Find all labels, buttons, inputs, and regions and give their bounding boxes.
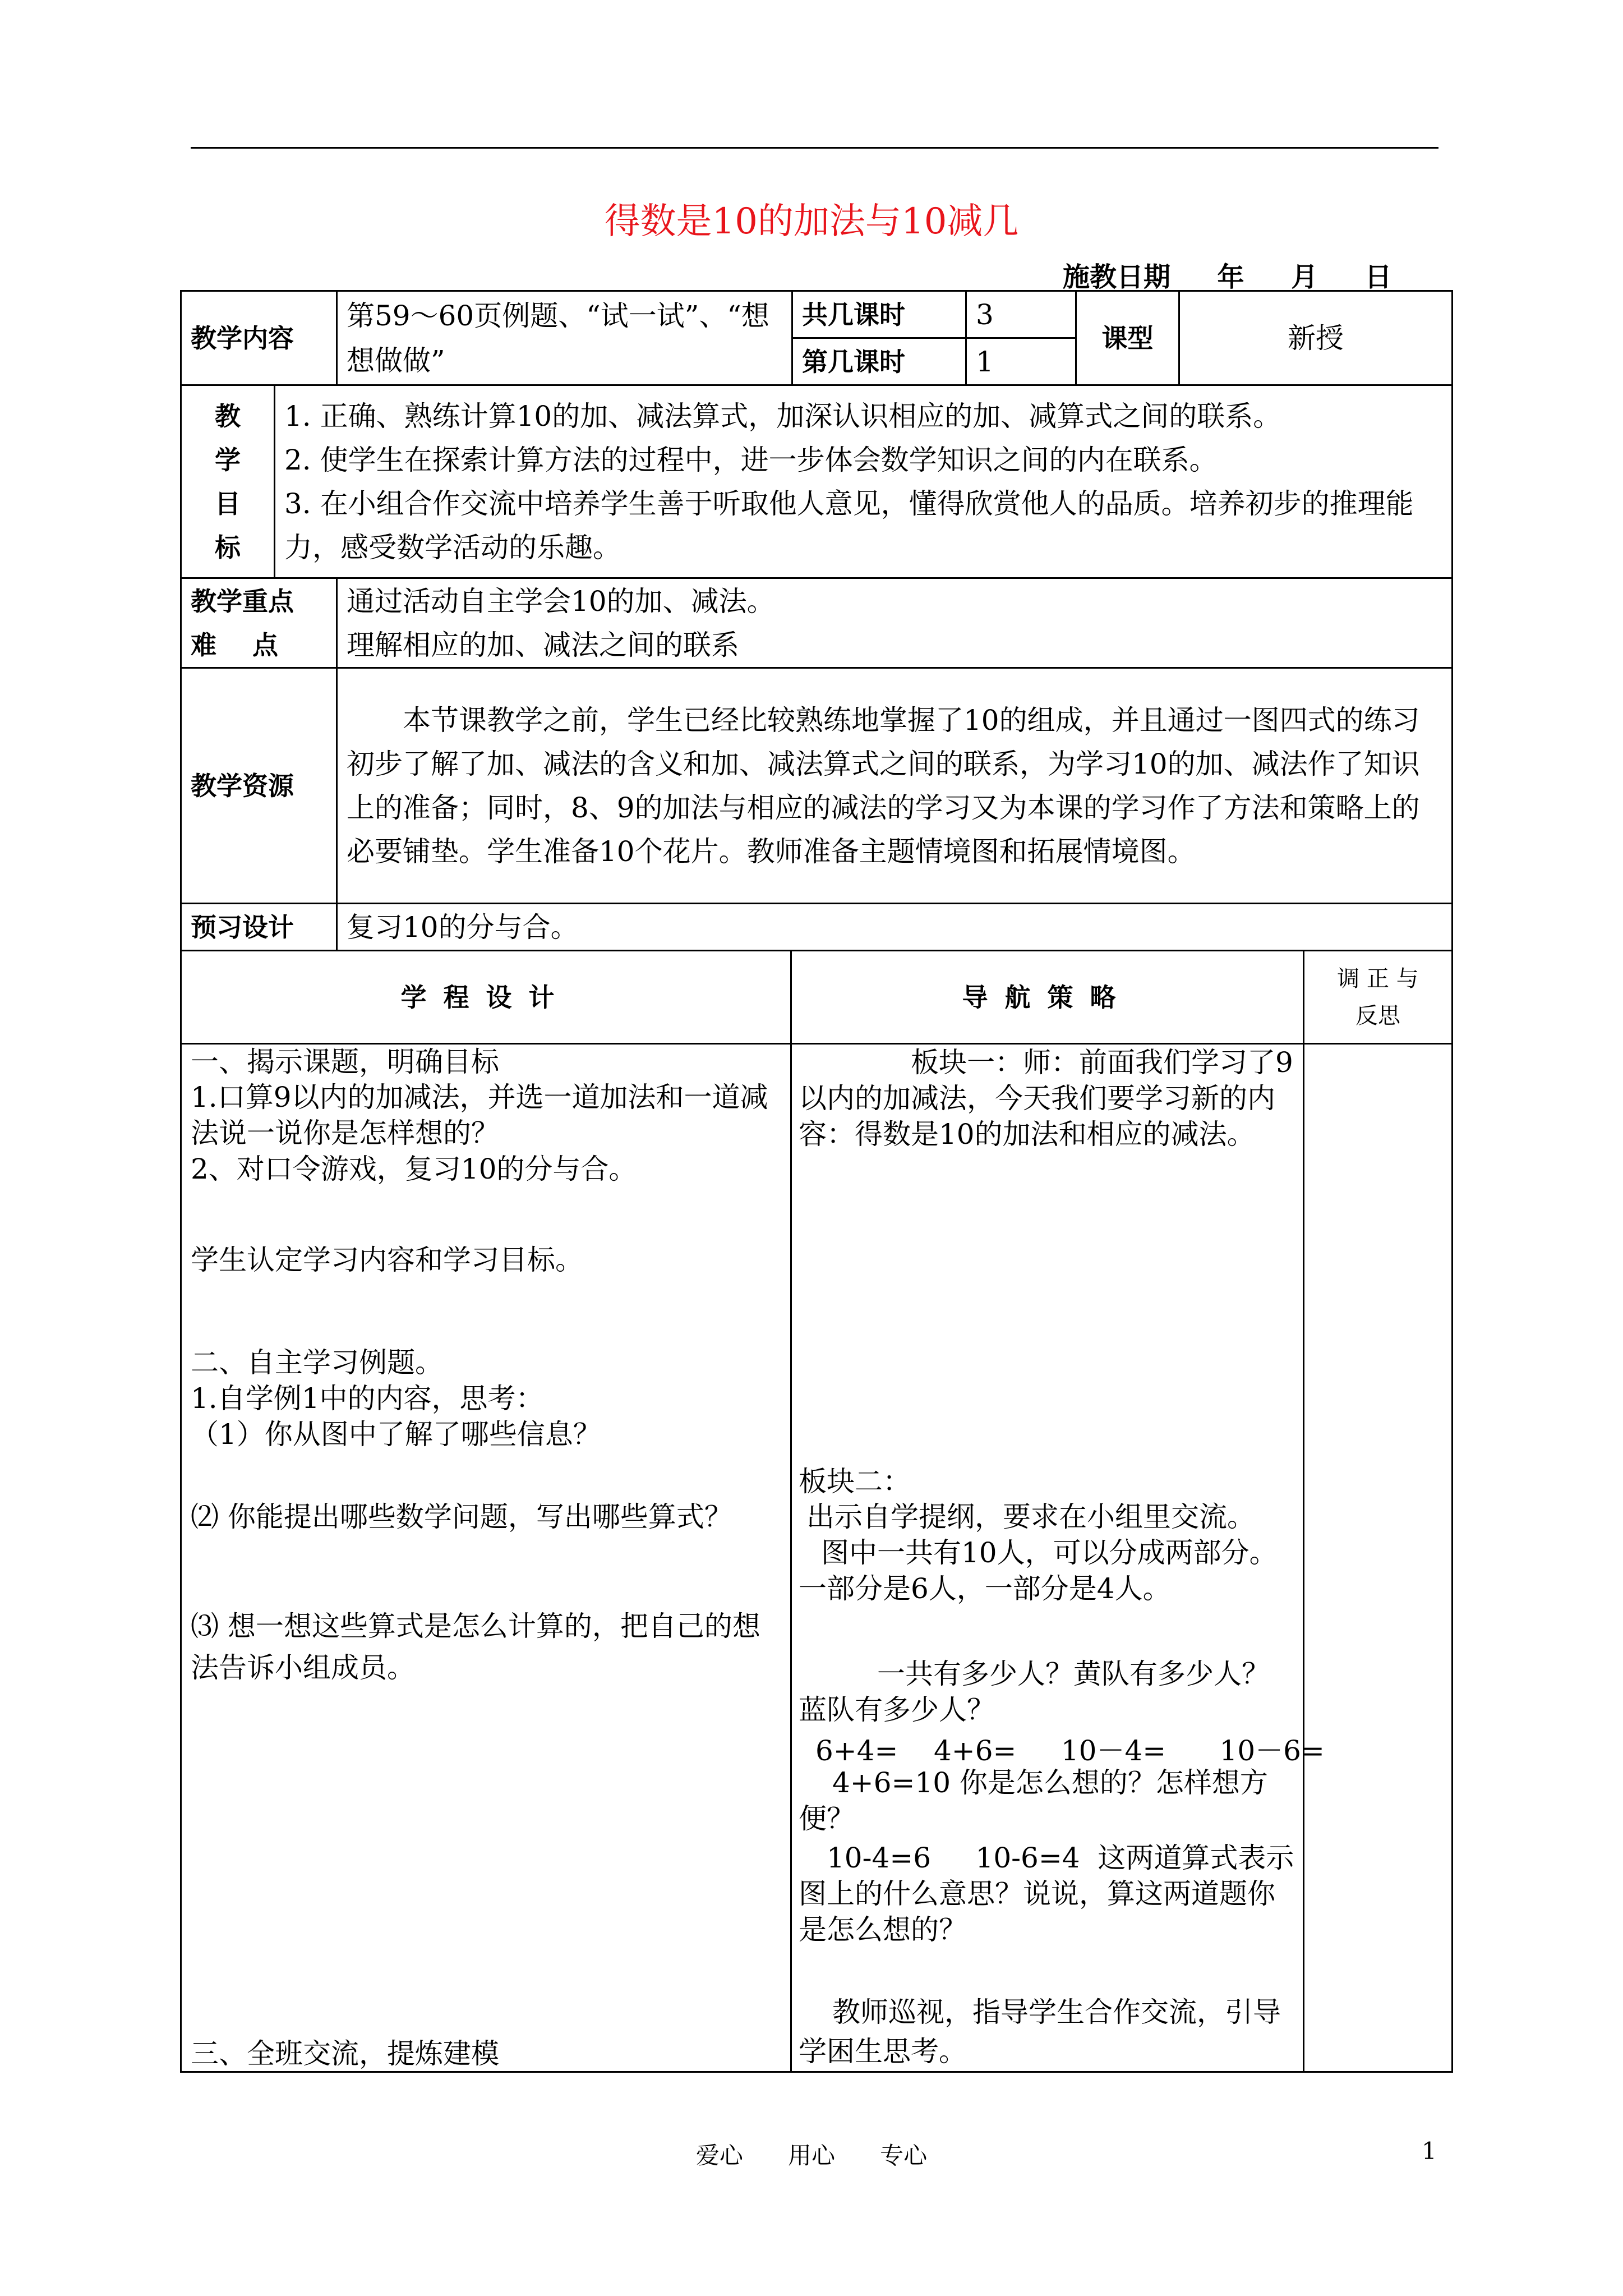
footer-motto: 爱心 用心 专心 (695, 2142, 928, 2169)
navigation-strategy-header: 导航策略 (791, 951, 1304, 1044)
learning-design-header: 学程设计 (181, 951, 791, 1044)
total-hours-label: 共几课时 (792, 291, 966, 338)
preview-text: 复习10的分与合。 (337, 904, 1453, 951)
navigation-step: 板块一：师：前面我们学习了9以内的加减法，今天我们要学习新的内容：得数是10的加法和相应的减法。 (799, 1046, 1293, 1151)
preview-label: 预习设计 (181, 904, 337, 951)
lesson-type-value: 新授 (1179, 291, 1453, 385)
header-rule (191, 147, 1438, 149)
teaching-date: 施教日期 年 月 日 (1063, 261, 1392, 293)
learning-step: ⑵ 你能提出哪些数学问题，写出哪些算式？ (191, 1501, 732, 1533)
navigation-step: 4+6=10 你是怎么想的？怎样想方便？ (799, 1766, 1268, 1835)
navigation-step: 教师巡视，指导学生合作交流，引导学困生思考。 (799, 1996, 1281, 2068)
lesson-plan-table (180, 290, 1451, 2073)
learning-step: 三、全班交流，提炼建模 (191, 2037, 499, 2070)
learning-step: （1）你从图中了解了哪些信息？ (191, 1418, 601, 1451)
learning-step: ⑶ 想一想这些算式是怎么计算的，把自己的想法告诉小组成员。 (191, 1610, 760, 1684)
navigation-step: 出示自学提纲，要求在小组里交流。 (806, 1501, 1255, 1533)
learning-step: 2、对口令游戏，复习10的分与合。 (191, 1153, 637, 1185)
learning-step: 一、揭示课题，明确目标 (191, 1046, 499, 1078)
learning-design-cell (181, 1044, 791, 2072)
content-value: 第59～60页例题、“试一试”、“想想做做” (337, 291, 792, 385)
learning-step: 二、自主学习例题。 (191, 1346, 443, 1379)
key-points-label: 教学重点 难 点 (181, 578, 337, 668)
page-title: 得数是10的加法与10减几 (604, 201, 1019, 242)
reflection-cell (1304, 1044, 1453, 2072)
navigation-step: 10-4=6 10-6=4 这两道算式表示图上的什么意思？说说，算这两道题你是怎么想的？ (799, 1842, 1294, 1946)
objective-item: 1. 正确、熟练计算10的加、减法算式，加深认识相应的加、减算式之间的联系。 (284, 399, 1281, 432)
which-hour-value: 1 (966, 338, 1076, 385)
objective-item: 2. 使学生在探索计算方法的过程中，进一步体会数学知识之间的内在联系。 (284, 443, 1218, 476)
page-number: 1 (1422, 2137, 1437, 2165)
navigation-step: 图中一共有10人，可以分成两部分。一部分是6人，一部分是4人。 (799, 1536, 1278, 1605)
resources-label: 教学资源 (181, 668, 337, 904)
objectives-list (275, 385, 1453, 578)
total-hours-value: 3 (966, 291, 1076, 338)
which-hour-label: 第几课时 (792, 338, 966, 385)
lesson-type-label: 课型 (1076, 291, 1179, 385)
navigation-step: 一共有多少人？黄队有多少人？蓝队有多少人？ (799, 1658, 1270, 1726)
resources-text: 本节课教学之前，学生已经比较熟练地掌握了10的组成，并且通过一图四式的练习初步了解了加、减法的含义和加、减法算式之间的联系，为学习10的加、减法作了知识上的准备；同时，8、9的加法与相应的减法的学习又为本课的学习作了方法和策略上的必要铺垫。学生准备10个花片。教师准备主题情境图和拓展情境图。 (337, 668, 1453, 904)
objectives-label: 教 学 目 标 (181, 385, 275, 578)
learning-step: 1.自学例1中的内容，思考： (191, 1382, 544, 1415)
learning-step: 1.口算9以内的加减法，并选一道加法和一道减法说一说你是怎样想的？ (191, 1081, 768, 1149)
navigation-step: 6+4= 4+6= 10－4= 10－6= (815, 1734, 1325, 1767)
objective-item: 3. 在小组合作交流中培养学生善于听取他人意见，懂得欣赏他人的品质。培养初步的推理能力，感受数学活动的乐趣。 (284, 487, 1414, 564)
navigation-strategy-cell (791, 1044, 1325, 2072)
key-points-value: 通过活动自主学会10的加、减法。 理解相应的加、减法之间的联系 (337, 578, 1453, 668)
learning-step: 学生认定学习内容和学习目标。 (191, 1244, 583, 1276)
reflection-header: 调 正 与 反思 (1304, 951, 1453, 1044)
content-label: 教学内容 (181, 291, 337, 385)
navigation-step: 板块二： (799, 1465, 911, 1498)
